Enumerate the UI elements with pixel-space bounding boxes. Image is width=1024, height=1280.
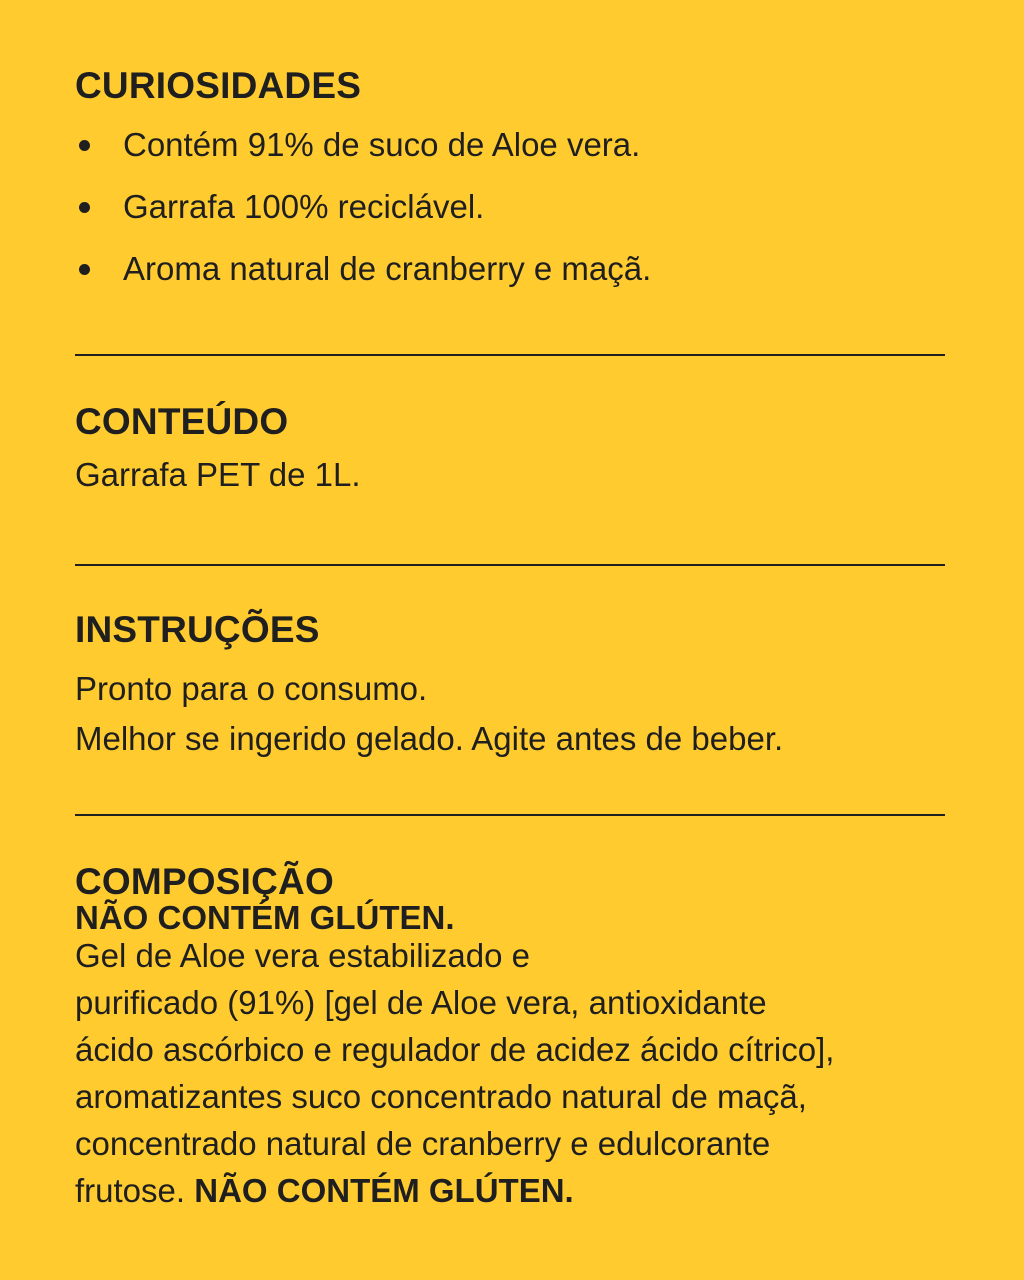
instrucoes-title: INSTRUÇÕES (75, 609, 320, 650)
composicao-line-4: aromatizantes suco concentrado natural de maçã, (75, 1078, 807, 1115)
composicao-line-2: purificado (91%) [gel de Aloe vera, antioxidante (75, 984, 767, 1021)
instrucoes-line-2: Melhor se ingerido gelado. Agite antes de beber. (75, 720, 784, 757)
section-conteudo (75, 402, 945, 500)
divider (75, 564, 945, 566)
composicao-title: COMPOSIÇÃO (75, 861, 334, 902)
composicao-line-1: Gel de Aloe vera estabilizado e (75, 937, 530, 974)
composicao-line-6-prefix: frutose. (75, 1172, 195, 1209)
bullet-icon (79, 264, 90, 275)
list-item-text: Aroma natural de cranberry e maçã. (123, 250, 652, 287)
gluten-free-notice: NÃO CONTÉM GLÚTEN. (194, 1172, 574, 1209)
list-item (75, 114, 945, 176)
conteudo-text: Garrafa PET de 1L. (75, 456, 361, 493)
bullet-icon (79, 202, 90, 213)
instrucoes-line-1: Pronto para o consumo. (75, 670, 428, 707)
section-curiosidades (75, 66, 945, 300)
composicao-line-6 (75, 1167, 945, 1214)
list-item (75, 176, 945, 238)
list-item-text: Contém 91% de suco de Aloe vera. (123, 126, 641, 163)
composicao-subtitle: NÃO CONTÉM GLÚTEN. (75, 899, 455, 936)
list-item-text: Garrafa 100% reciclável. (123, 188, 485, 225)
list-item (75, 238, 945, 300)
composicao-line-5: concentrado natural de cranberry e edulcorante (75, 1125, 771, 1162)
conteudo-title: CONTEÚDO (75, 401, 289, 442)
curiosidades-title: CURIOSIDADES (75, 65, 362, 106)
section-composicao (75, 862, 945, 1214)
curiosidades-list (75, 114, 945, 300)
divider (75, 354, 945, 356)
divider (75, 814, 945, 816)
bullet-icon (79, 140, 90, 151)
section-instrucoes (75, 610, 945, 764)
composicao-line-3: ácido ascórbico e regulador de acidez ácido cítrico], (75, 1031, 835, 1068)
